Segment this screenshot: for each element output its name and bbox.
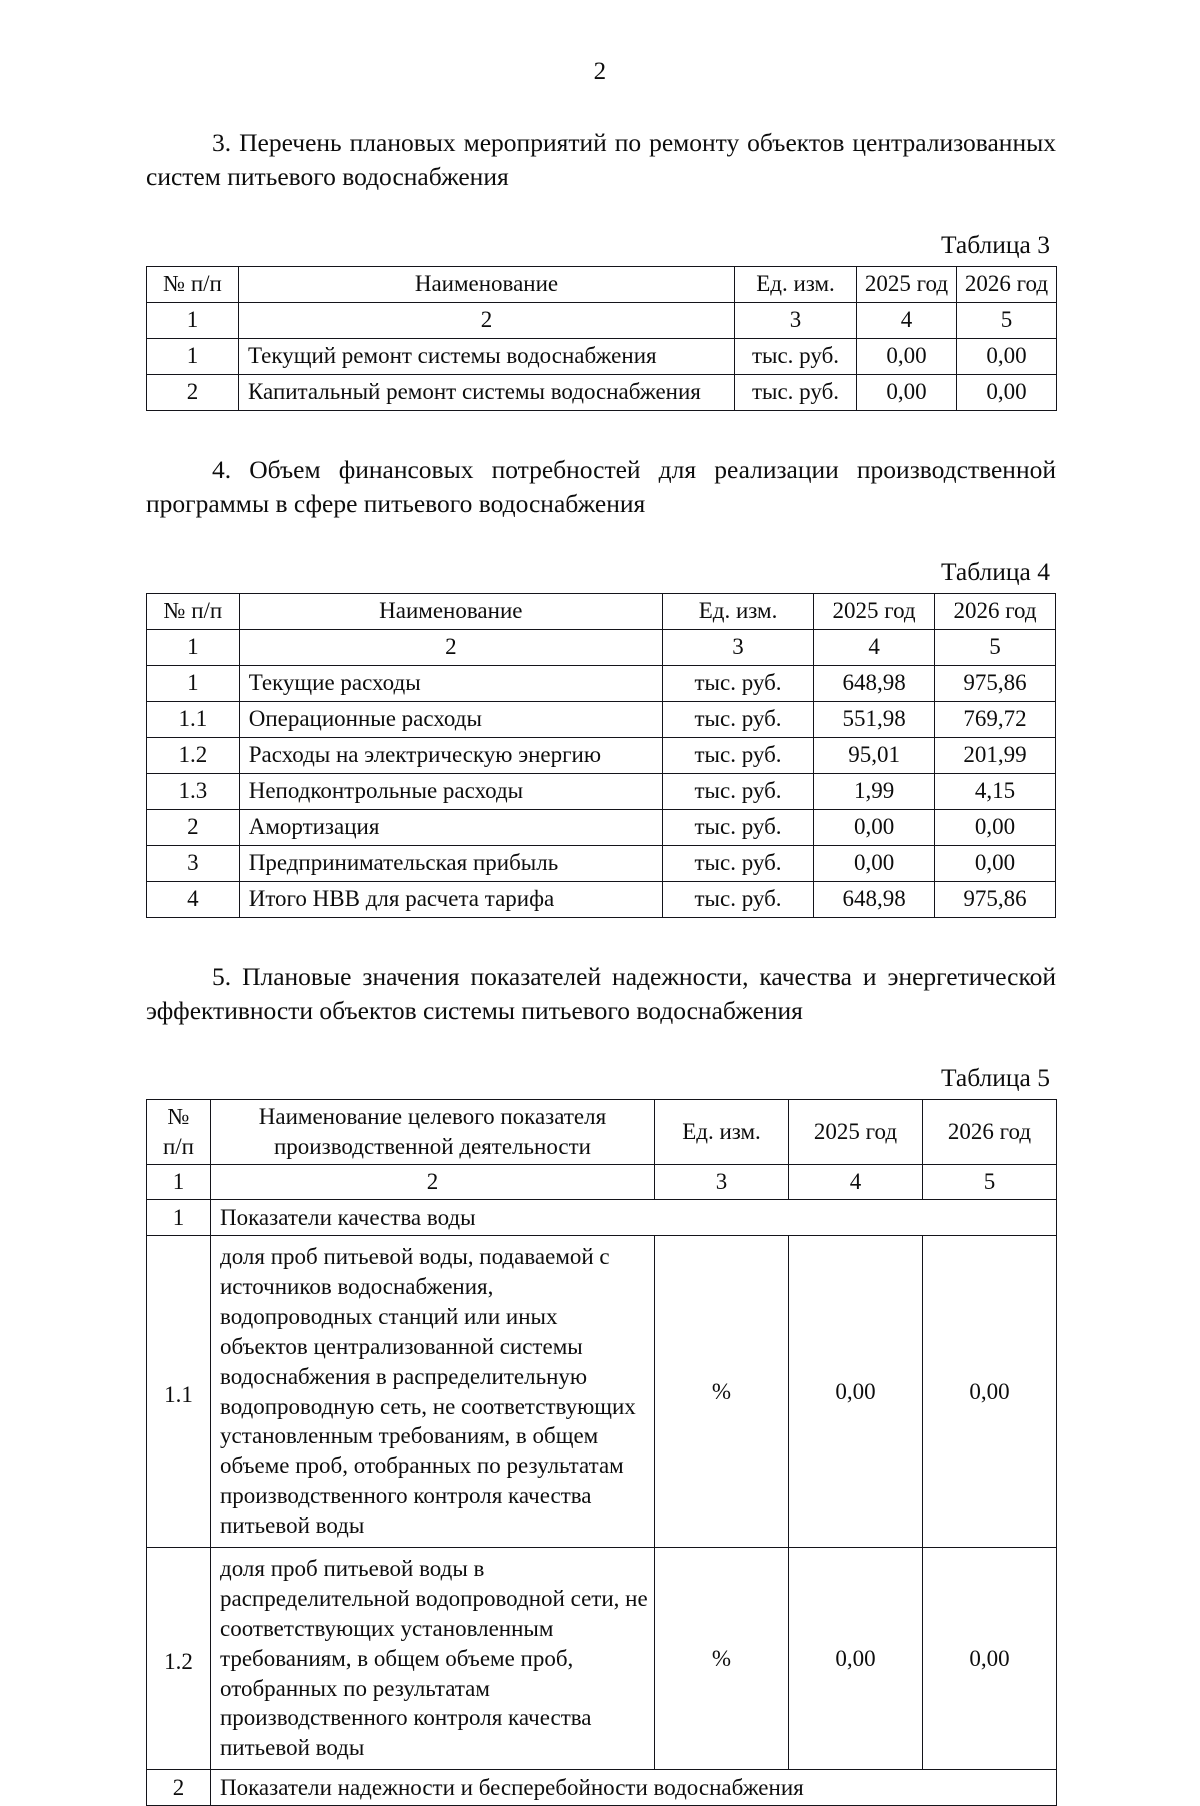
table-3-header-no: № п/п	[147, 266, 239, 302]
table-3-header-row	[147, 266, 1057, 302]
table-4-colnum-3: 3	[662, 629, 813, 665]
cell-y2026: 4,15	[935, 773, 1056, 809]
cell-name: Амортизация	[239, 809, 662, 845]
table-row	[147, 845, 1056, 881]
cell-no: 3	[147, 845, 240, 881]
cell-y2026: 0,00	[957, 374, 1057, 410]
cell-unit: тыс. руб.	[662, 737, 813, 773]
section-5-heading-text: 5. Плановые значения показателей надежности, качества и энергетической эффективности объектов системы питьевого водоснабжения	[146, 961, 1056, 1025]
cell-name: доля проб питьевой воды, подаваемой с источников водоснабжения, водопроводных станций или иных объектов централизованной системы водоснабжения в распределительную водопроводную сеть, не соответствующих установленным требованиям, в общем объеме проб, отобранных по результатам производственного контроля качества питьевой воды	[211, 1236, 655, 1548]
cell-y2025: 0,00	[814, 809, 935, 845]
table-row	[147, 1548, 1057, 1770]
table-5	[146, 1099, 1057, 1806]
cell-no: 2	[147, 374, 239, 410]
cell-y2026: 0,00	[935, 845, 1056, 881]
table-5-caption: Таблица 5	[940, 1063, 1050, 1093]
table-5-header-name-line1: Наименование целевого показателя	[258, 1104, 607, 1130]
table-4-colnum-4: 4	[814, 629, 935, 665]
cell-no: 1.1	[147, 701, 240, 737]
table-4	[146, 593, 1056, 918]
table-row	[147, 737, 1056, 773]
table-3-colnum-2: 2	[239, 302, 735, 338]
cell-name: Неподконтрольные расходы	[239, 773, 662, 809]
cell-name: Текущие расходы	[239, 665, 662, 701]
cell-name: Расходы на электрическую энергию	[239, 737, 662, 773]
cell-no: 1.3	[147, 773, 240, 809]
cell-no: 1	[147, 338, 239, 374]
table-4-header-name: Наименование	[239, 593, 662, 629]
table-3-colnum-4: 4	[857, 302, 957, 338]
table-row	[147, 1236, 1057, 1548]
cell-unit: тыс. руб.	[662, 665, 813, 701]
cell-group-name: Показатели качества воды	[211, 1200, 1057, 1236]
cell-unit: тыс. руб.	[662, 845, 813, 881]
cell-no: 4	[147, 881, 240, 917]
document-page	[0, 58, 1200, 1800]
table-row	[147, 881, 1056, 917]
cell-y2026: 201,99	[935, 737, 1056, 773]
cell-y2025: 0,00	[789, 1548, 923, 1770]
table-row	[147, 338, 1057, 374]
table-5-colnum-2: 2	[211, 1165, 655, 1200]
table-4-header-unit: Ед. изм.	[662, 593, 813, 629]
cell-y2025: 0,00	[857, 374, 957, 410]
section-3-heading	[146, 126, 1056, 194]
cell-y2025: 1,99	[814, 773, 935, 809]
table-row-group	[147, 1200, 1057, 1236]
cell-name: доля проб питьевой воды в распределительной водопроводной сети, не соответствующих установленным требованиям, в общем объеме проб, отобранных по результатам производственного контроля качества питьевой воды	[211, 1548, 655, 1770]
cell-unit: тыс. руб.	[662, 773, 813, 809]
table-row-group	[147, 1770, 1057, 1806]
cell-y2026: 0,00	[923, 1236, 1057, 1548]
table-row	[147, 809, 1056, 845]
table-5-numbering-row	[147, 1165, 1057, 1200]
table-3-numbering-row	[147, 302, 1057, 338]
table-row	[147, 773, 1056, 809]
table-3-colnum-3: 3	[735, 302, 857, 338]
table-4-header-y2025: 2025 год	[814, 593, 935, 629]
table-5-header-row	[147, 1100, 1057, 1165]
table-row	[147, 374, 1057, 410]
cell-no: 2	[147, 809, 240, 845]
table-5-header-no	[147, 1100, 211, 1165]
table-5-header-no-line2: п/п	[162, 1134, 194, 1160]
cell-name: Предпринимательская прибыль	[239, 845, 662, 881]
table-4-header-row	[147, 593, 1056, 629]
table-4-numbering-row	[147, 629, 1056, 665]
table-5-header-unit: Ед. изм.	[655, 1100, 789, 1165]
table-4-colnum-1: 1	[147, 629, 240, 665]
cell-no: 1.1	[147, 1236, 211, 1548]
cell-unit: тыс. руб.	[662, 881, 813, 917]
page-number: 2	[593, 58, 607, 85]
table-4-colnum-5: 5	[935, 629, 1056, 665]
cell-y2026: 975,86	[935, 881, 1056, 917]
cell-no: 1.2	[147, 737, 240, 773]
table-4-header-no: № п/п	[147, 593, 240, 629]
table-5-header-no-line1: №	[167, 1104, 190, 1130]
cell-y2025: 95,01	[814, 737, 935, 773]
cell-y2025: 551,98	[814, 701, 935, 737]
table-row	[147, 665, 1056, 701]
cell-y2026: 0,00	[935, 809, 1056, 845]
table-row	[147, 701, 1056, 737]
cell-y2025: 0,00	[789, 1236, 923, 1548]
cell-y2026: 769,72	[935, 701, 1056, 737]
table-3-colnum-5: 5	[957, 302, 1057, 338]
table-3-header-y2025: 2025 год	[857, 266, 957, 302]
section-3-heading-text: 3. Перечень плановых мероприятий по ремонту объектов централизованных систем питьевого водоснабжения	[146, 128, 1056, 191]
table-3	[146, 266, 1057, 411]
table-3-header-y2026: 2026 год	[957, 266, 1057, 302]
cell-name: Операционные расходы	[239, 701, 662, 737]
table-3-caption: Таблица 3	[940, 229, 1050, 259]
cell-unit: тыс. руб.	[735, 374, 857, 410]
cell-unit: тыс. руб.	[662, 701, 813, 737]
cell-unit: %	[655, 1236, 789, 1548]
cell-y2025: 0,00	[814, 845, 935, 881]
cell-y2025: 648,98	[814, 881, 935, 917]
table-5-header-name-line2: производственной деятельности	[274, 1134, 591, 1160]
cell-group-name: Показатели надежности и бесперебойности водоснабжения	[211, 1770, 1057, 1806]
table-5-colnum-5: 5	[923, 1165, 1057, 1200]
table-5-colnum-4: 4	[789, 1165, 923, 1200]
cell-name: Капитальный ремонт системы водоснабжения	[239, 374, 735, 410]
cell-unit: тыс. руб.	[735, 338, 857, 374]
table-4-header-y2026: 2026 год	[935, 593, 1056, 629]
table-5-colnum-1: 1	[147, 1165, 211, 1200]
cell-y2026: 975,86	[935, 665, 1056, 701]
table-4-colnum-2: 2	[239, 629, 662, 665]
cell-no: 1.2	[147, 1548, 211, 1770]
table-5-header-y2026: 2026 год	[923, 1100, 1057, 1165]
cell-y2026: 0,00	[923, 1548, 1057, 1770]
cell-y2026: 0,00	[957, 338, 1057, 374]
table-4-caption: Таблица 4	[940, 556, 1050, 586]
section-4-heading	[146, 453, 1056, 521]
section-4-heading-text: 4. Объем финансовых потребностей для реализации производственной программы в сфере питьевого водоснабжения	[146, 454, 1056, 518]
table-3-colnum-1: 1	[147, 302, 239, 338]
table-3-header-name: Наименование	[239, 266, 735, 302]
cell-unit: %	[655, 1548, 789, 1770]
table-5-colnum-3: 3	[655, 1165, 789, 1200]
table-5-header-name	[211, 1100, 655, 1165]
cell-y2025: 648,98	[814, 665, 935, 701]
cell-no: 1	[147, 1200, 211, 1236]
table-3-header-unit: Ед. изм.	[735, 266, 857, 302]
cell-no: 2	[147, 1770, 211, 1806]
section-5-heading	[146, 960, 1056, 1028]
cell-name: Итого НВВ для расчета тарифа	[239, 881, 662, 917]
cell-name: Текущий ремонт системы водоснабжения	[239, 338, 735, 374]
document-content	[144, 126, 1056, 1806]
cell-y2025: 0,00	[857, 338, 957, 374]
cell-unit: тыс. руб.	[662, 809, 813, 845]
table-5-header-y2025: 2025 год	[789, 1100, 923, 1165]
cell-no: 1	[147, 665, 240, 701]
